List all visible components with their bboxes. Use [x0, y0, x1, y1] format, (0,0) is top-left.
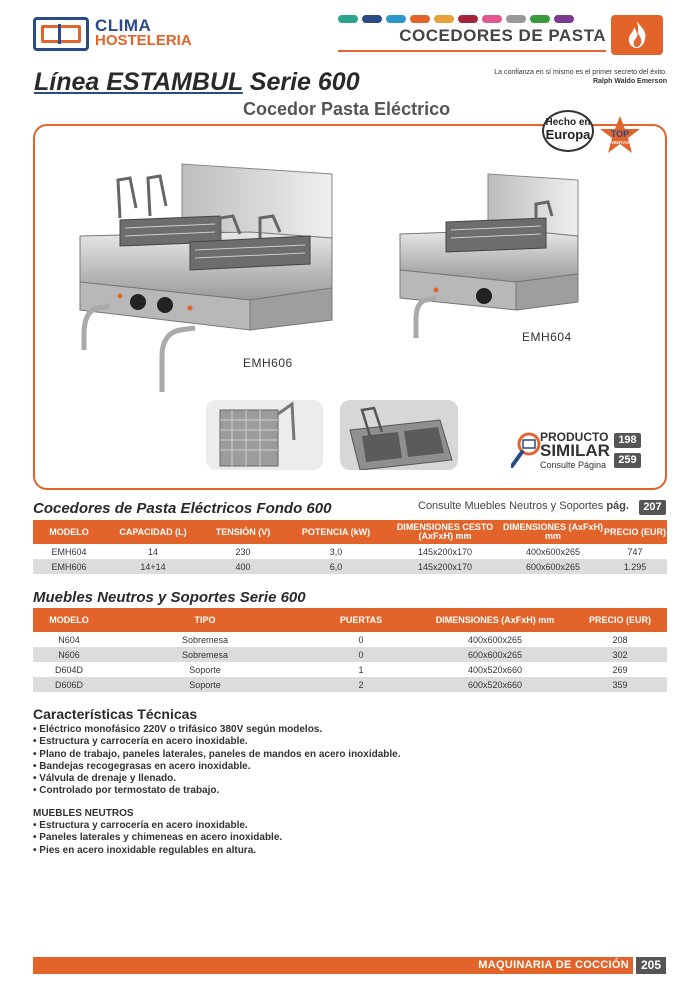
table-cell: D604D: [54, 664, 83, 675]
table-cell: 269: [612, 664, 628, 675]
table-row: [33, 559, 667, 574]
similar-page-1[interactable]: 198: [614, 433, 641, 448]
color-swatch: [338, 15, 358, 23]
color-swatch: [482, 15, 502, 23]
table-cell: 747: [627, 546, 643, 557]
table-cell: 208: [612, 634, 628, 645]
consult-pag: pág.: [606, 500, 629, 512]
table-cell: 1.295: [603, 559, 667, 574]
color-swatch: [530, 15, 550, 23]
list-item: • Bandejas recogegrasas en acero inoxidable.: [33, 760, 251, 772]
table-cell: 359: [573, 677, 667, 692]
table-cell: 600x600x265: [417, 647, 573, 662]
badge-europa-text: Europa: [545, 127, 591, 142]
list-item: • Estructura y carrocería en acero inoxidable.: [33, 736, 248, 748]
color-swatch: [410, 15, 430, 23]
list-item: • Pies en acero inoxidable regulables en altura.: [33, 844, 257, 856]
table-cell: EMH606: [33, 559, 105, 574]
table-cell: Soporte: [105, 677, 305, 692]
badge-hecho-text: Hecho en: [545, 117, 591, 128]
similar-line1: PRODUCTO: [540, 430, 609, 444]
color-swatch: [434, 15, 454, 23]
table-cell: 145x200x170: [387, 559, 503, 574]
similar-line2: SIMILAR: [540, 441, 610, 460]
table-cell: 0: [305, 647, 417, 662]
color-swatch: [458, 15, 478, 23]
model-label-emh606: EMH606: [243, 356, 293, 370]
table-cell: N606: [33, 647, 105, 662]
list-item: • Plano de trabajo, paneles laterales, paneles de mandos en acero inoxidable.: [33, 748, 401, 760]
table-cell: 145x200x170: [417, 546, 473, 557]
table-header-cell: PRECIO (EUR): [573, 608, 667, 632]
brand-logo-icon: [33, 17, 89, 51]
table-header-cell: PUERTAS: [305, 608, 417, 632]
flame-icon: [611, 15, 663, 55]
category-color-swatches: [338, 15, 574, 23]
table-header-cell: DIMENSIONES CESTO (AxFxH) mm: [387, 520, 503, 544]
category-underline: [338, 50, 606, 52]
table-header-cell: MODELO: [33, 520, 105, 544]
list-item: • Controlado por termostato de trabajo.: [33, 785, 220, 797]
table-header-cell: CAPACIDAD (L): [105, 520, 201, 544]
caracteristicas-title: Características Técnicas: [33, 706, 198, 722]
table-header-cell: PRECIO (EUR): [603, 520, 667, 544]
brand-name-line2: HOSTELERIA: [95, 32, 192, 49]
table1-title: Cocedores de Pasta Eléctricos Fondo 600: [33, 500, 332, 517]
emh606-photo: [70, 160, 340, 400]
table-row: [33, 544, 667, 559]
list-item: • Eléctrico monofásico 220V o trifásico 380V según modelos.: [33, 724, 323, 735]
color-swatch: [386, 15, 406, 23]
model-label-emh604: EMH604: [522, 330, 572, 344]
table-row: [33, 647, 667, 662]
table-cell: 2: [305, 677, 417, 692]
caracteristicas-list: [33, 724, 401, 798]
table-cell: 600x600x265: [503, 559, 603, 574]
table-cell: EMH604: [51, 546, 87, 557]
quote: [440, 68, 667, 86]
color-swatch: [362, 15, 382, 23]
table-cell: 3,0: [329, 546, 343, 557]
top-ventas-star-icon: [598, 115, 642, 155]
similar-page-2[interactable]: 259: [614, 453, 641, 468]
table-cell: 14: [147, 546, 158, 557]
page-title: [34, 68, 360, 97]
table-header-cell: DIMENSIONES (AxFxH) mm: [417, 608, 573, 632]
muebles-title: MUEBLES NEUTROS: [33, 808, 134, 819]
table2-title: Muebles Neutros y Soportes Serie 600: [33, 589, 306, 606]
table-cell: 400x520x660: [467, 664, 523, 675]
table-cell: 230: [235, 546, 251, 557]
footer-page-number: 205: [636, 957, 666, 974]
consult-text: Consulte Muebles Neutros y Soportes: [418, 500, 604, 512]
table-cell: 400: [201, 559, 285, 574]
table-cell: Sobremesa: [181, 634, 229, 645]
table-header-cell: TENSIÓN (V): [201, 520, 285, 544]
quote-author: Ralph Waldo Emerson: [592, 78, 667, 85]
table-cell: 302: [573, 647, 667, 662]
brand-name-line1: CLIMA: [95, 16, 152, 35]
table-row: [33, 662, 667, 677]
table-header-cell: MODELO: [33, 608, 105, 632]
table-cell: Sobremesa: [105, 647, 305, 662]
basket-photo: [206, 400, 323, 470]
table-cell: 400x600x265: [525, 546, 581, 557]
list-item: • Paneles laterales y chimeneas en acero inoxidable.: [33, 832, 283, 844]
category-title: COCEDORES DE PASTA: [399, 26, 606, 45]
title-line: Línea ESTAMBUL: [34, 68, 243, 96]
product-subtitle: Cocedor Pasta Eléctrico: [243, 99, 451, 119]
title-series: Serie 600: [249, 68, 360, 96]
tank-photo: [340, 400, 458, 470]
hecho-en-europa-badge: [542, 110, 594, 152]
table-cell: 400x600x265: [467, 634, 523, 645]
list-item: • Válvula de drenaje y llenado.: [33, 773, 176, 785]
color-swatch: [506, 15, 526, 23]
table-cell: 6,0: [285, 559, 387, 574]
table-cell: 14+14: [105, 559, 201, 574]
table-header-cell: TIPO: [105, 608, 305, 632]
footer-section: MAQUINARIA DE COCCIÓN: [478, 959, 629, 971]
similar-line3: Consulte Página: [540, 460, 607, 470]
table2: [33, 608, 667, 692]
table-row: [33, 677, 667, 692]
table-cell: Soporte: [189, 664, 221, 675]
ventas-text: VENTAS: [611, 140, 629, 145]
table-cell: 1: [358, 664, 364, 675]
muebles-list: [33, 820, 282, 857]
consult-note: [418, 500, 629, 512]
quote-text: La confianza en sí mismo es el primer secreto del éxito.: [494, 69, 667, 76]
table-cell: N604: [58, 634, 80, 645]
top-text: TOP: [610, 129, 630, 139]
table-header-cell: DIMENSIONES (AxFxH) mm: [503, 520, 603, 544]
consult-page-link[interactable]: 207: [639, 500, 666, 515]
table-cell: 0: [358, 634, 364, 645]
color-swatch: [554, 15, 574, 23]
table-row: [33, 632, 667, 647]
table-cell: 600x520x660: [417, 677, 573, 692]
table1: [33, 520, 667, 574]
list-item: • Estructura y carrocería en acero inoxidable.: [33, 820, 248, 831]
table-cell: D606D: [33, 677, 105, 692]
magnifier-icon: [511, 432, 541, 470]
table-header-cell: POTENCIA (kW): [285, 520, 387, 544]
